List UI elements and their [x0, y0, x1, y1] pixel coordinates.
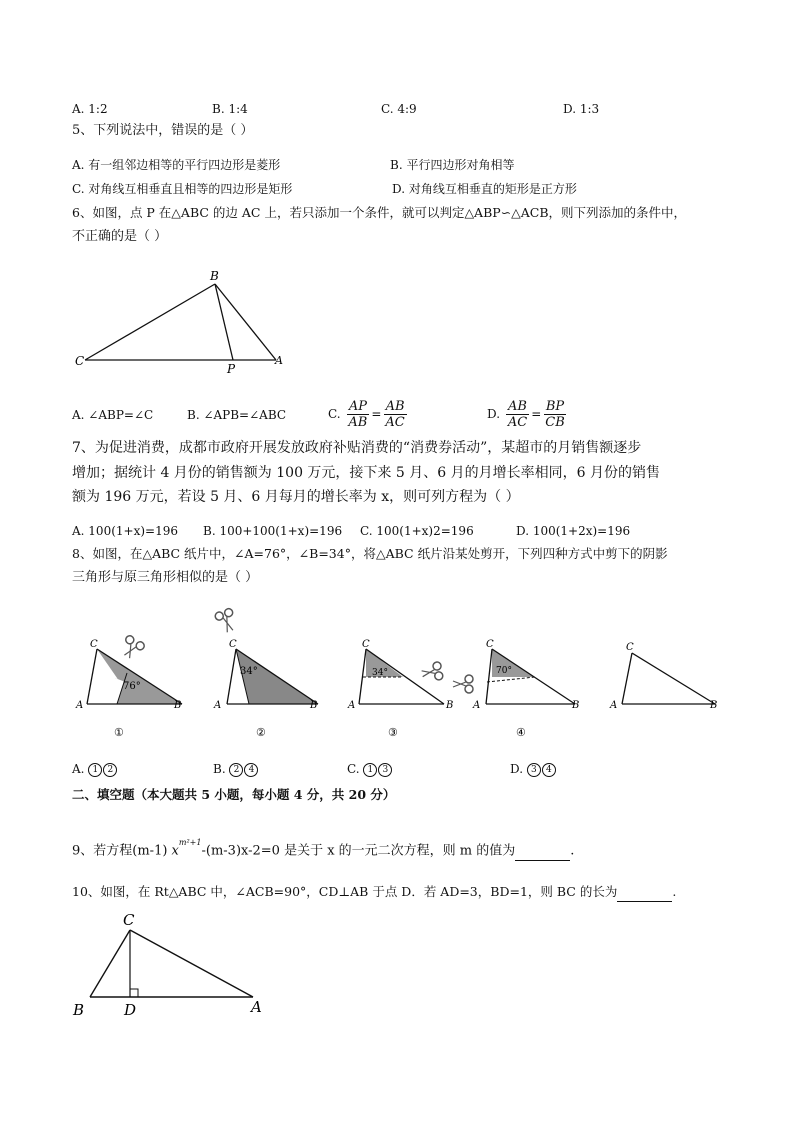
q7-option-b: B. 100+100(1+x)=196: [203, 524, 343, 538]
q7-line1: 7、为促进消费，成都市政府开展发放政府补贴消费的“消费券活动”，某超市的月销售额逐步: [72, 440, 642, 456]
svg-text:34°: 34°: [372, 668, 388, 678]
svg-text:A: A: [76, 700, 84, 711]
svg-text:C: C: [486, 639, 494, 650]
svg-text:C: C: [123, 911, 135, 929]
q8-option-a: A. 1 2: [72, 760, 118, 778]
q8-figure-2: [213, 608, 318, 739]
q8-figure-original: [609, 642, 717, 711]
q8-scissors-3: [421, 661, 444, 682]
svg-text:A: A: [610, 700, 618, 711]
svg-text:③: ③: [388, 726, 398, 739]
q5-option-c: C. 对角线互相垂直且相等的四边形是矩形: [72, 182, 293, 196]
q5-option-d: D. 对角线互相垂直的矩形是正方形: [392, 182, 577, 196]
q8-figure-3: [347, 639, 453, 739]
q10-text: 10、如图，在 Rt△ABC 中，∠ACB=90°，CD⊥AB 于点 D．若 AD=3，BD=1，则 BC 的长为 .: [72, 883, 676, 902]
svg-text:C: C: [362, 639, 370, 650]
q8-option-c: C. 1 3: [347, 760, 393, 778]
q8-scissors-4: [453, 675, 473, 693]
svg-text:C: C: [229, 639, 237, 650]
svg-text:70°: 70°: [496, 666, 512, 676]
q7-option-c: C. 100(1+x)2=196: [360, 524, 474, 538]
q8-figures: [70, 600, 730, 750]
svg-text:76°: 76°: [123, 681, 141, 692]
q5-option-b: B. 平行四边形对角相等: [390, 158, 515, 172]
q6-option-b: B. ∠APB=∠ABC: [187, 408, 287, 422]
q4-option-b: B. 1:4: [212, 102, 248, 116]
q6-stem-line2: 不正确的是（ ）: [72, 229, 168, 244]
q6-label-a: A: [275, 354, 283, 367]
q6-option-d-frac1: $\frac{AB}{AC}$: [507, 399, 528, 430]
svg-text:C: C: [626, 642, 634, 653]
q8-option-d: D. 3 4: [510, 760, 557, 778]
svg-text:A: A: [473, 700, 481, 711]
section2-title: 二、填空题（本大题共 5 小题，每小题 4 分，共 20 分）: [72, 787, 396, 802]
svg-text:A: A: [251, 998, 262, 1016]
q10-right-triangle-figure: [70, 905, 280, 1020]
q7-line2: 增加；据统计 4 月份的销售额为 100 万元，接下来 5 月、6 月的月增长率相同，6 月份的销售: [72, 465, 660, 481]
svg-text:④: ④: [516, 726, 526, 739]
q5-option-a: A. 有一组邻边相等的平行四边形是菱形: [72, 158, 281, 172]
q6-label-b: B: [210, 269, 219, 283]
svg-text:B: B: [73, 1001, 85, 1019]
q8-line1: 8、如图，在△ABC 纸片中，∠A=76°，∠B=34°，将△ABC 纸片沿某处剪开，下列四种方式中剪下的阴影: [72, 546, 668, 561]
q8-scissors-2: [214, 608, 238, 635]
svg-text:34°: 34°: [240, 666, 258, 677]
svg-text:C: C: [90, 639, 98, 650]
q5-stem: 5、下列说法中，错误的是（ ）: [72, 123, 254, 138]
q7-option-a: A. 100(1+x)=196: [72, 524, 178, 538]
q6-option-d-frac2: $\frac{BP}{CB}$: [545, 399, 565, 430]
q6-option-d: D. $\frac{AB}{AC}$ = $\frac{BP}{CB}$: [487, 399, 565, 430]
q7-option-d: D. 100(1+2x)=196: [516, 524, 631, 538]
q6-option-c-prefix: C.: [328, 407, 341, 421]
q8-option-b: B. 2 4: [213, 760, 259, 778]
q8-figure-4: [453, 639, 579, 739]
svg-text:②: ②: [256, 726, 266, 739]
q10-answer-blank[interactable]: [617, 883, 672, 902]
svg-text:①: ①: [114, 726, 124, 739]
q8-scissors-1: [118, 634, 145, 661]
q6-option-d-prefix: D.: [487, 407, 501, 421]
q6-option-c-frac2: $\frac{AB}{AC}$: [385, 399, 405, 430]
q6-label-c: C: [75, 354, 85, 368]
svg-text:D: D: [124, 1001, 137, 1019]
svg-text:B: B: [310, 700, 318, 711]
q6-option-c: C. $\frac{AP}{AB}$ = $\frac{AB}{AC}$: [328, 399, 405, 430]
q8-figure-1: [75, 634, 182, 739]
svg-text:B: B: [710, 700, 718, 711]
svg-text:B: B: [446, 700, 454, 711]
svg-text:B: B: [174, 700, 182, 711]
q6-stem-line1: 6、如图，点 P 在△ABC 的边 AC 上，若只添加一个条件，就可以判定△ABP∽△ACB，则下列添加的条件中，: [72, 205, 687, 220]
q7-line3: 额为 196 万元，若设 5 月、6 月每月的增长率为 x，则可列方程为（ ）: [72, 489, 520, 505]
q4-option-d: D. 1:3: [563, 102, 600, 116]
q9-answer-blank[interactable]: [515, 842, 570, 861]
svg-text:A: A: [348, 700, 356, 711]
q8-line2: 三角形与原三角形相似的是（ ）: [72, 570, 259, 585]
q4-option-c: C. 4:9: [381, 102, 417, 116]
svg-text:B: B: [572, 700, 580, 711]
q4-option-a: A. 1:2: [72, 102, 108, 116]
q6-label-p: P: [227, 362, 236, 375]
q6-option-c-frac1: $\frac{AP}{AB}$: [348, 399, 368, 430]
svg-text:A: A: [214, 700, 222, 711]
q9-text: 9、若方程(m-1) $x^{m^2+1}-(m-3)x-2=0$ 是关于 x 的一元二次方程，则 m 的值为 .: [72, 838, 574, 861]
q6-triangle-figure: [70, 265, 290, 375]
q6-option-a: A. ∠ABP=∠C: [72, 408, 154, 422]
